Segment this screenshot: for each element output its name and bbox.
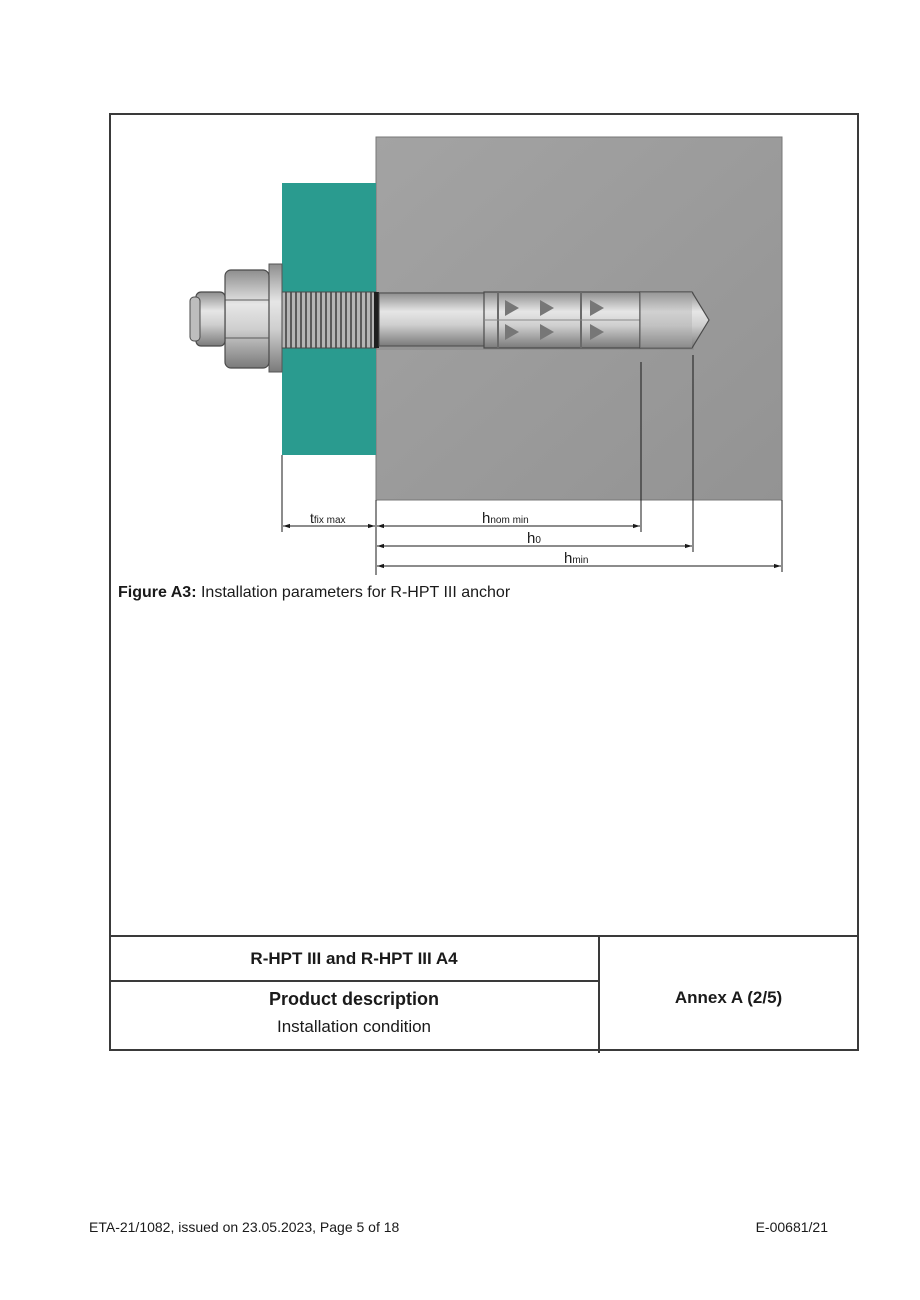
figure-caption-label: Figure A3:	[118, 584, 197, 601]
section-title: Product description	[268, 989, 439, 1009]
bolt-end	[190, 292, 225, 346]
hex-nut	[225, 270, 269, 368]
footer-reference: E-00681/21	[755, 1219, 828, 1235]
label-h-min: hmin	[564, 550, 589, 567]
product-name: R-HPT III and R-HPT III A4	[109, 937, 599, 982]
title-block	[109, 935, 859, 1051]
label-t-fix-max: tfix max	[310, 510, 346, 526]
section-cell	[109, 982, 599, 1053]
annex-cell	[600, 937, 857, 1053]
figure-caption	[118, 584, 510, 602]
expansion-sleeve	[484, 292, 640, 348]
section-subtitle: Installation condition	[276, 1017, 432, 1036]
annex-label: Annex A (2/5)	[674, 988, 783, 1007]
figure-caption-text: Installation parameters for R-HPT III anchor	[200, 584, 511, 601]
washer	[269, 264, 282, 372]
installation-figure	[0, 0, 920, 600]
footer-document-info: ETA-21/1082, issued on 23.05.2023, Page 5 of 18	[89, 1219, 400, 1235]
anchor-shank	[379, 293, 484, 346]
label-h0: h0	[527, 530, 541, 547]
label-h-nom-min: hnom min	[482, 510, 529, 527]
threaded-rod	[282, 292, 376, 348]
